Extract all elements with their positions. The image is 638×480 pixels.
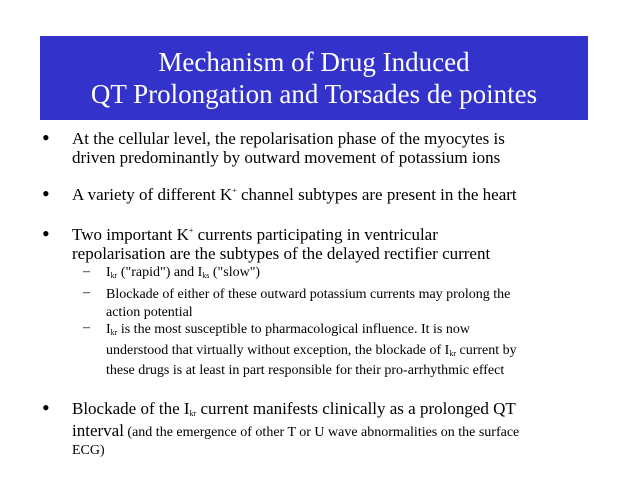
bullet-marker: •: [42, 395, 50, 420]
subbullet-1-text: $I_{kr}$ ("rapid") and $I_{ks}$ ("slow"): [106, 265, 261, 280]
bullet-marker: •: [42, 125, 50, 150]
bullet-4-line-3: ECG): [72, 443, 105, 458]
subbullet-3-line-2: understood that virtually without exception, the blockade of $I_{kr}$ current by: [106, 343, 517, 358]
bullet-marker: •: [42, 221, 50, 246]
bullet-1-line-2: driven predominantly by outward movement of potassium ions: [72, 148, 501, 167]
subbullet-3-line-3: these drugs is at least in part responsible for their pro-arrhythmic effect: [106, 363, 505, 378]
dash-marker: –: [83, 320, 90, 335]
bullet-1-line-1: At the cellular level, the repolarisation phase of the myocytes is: [72, 129, 505, 148]
subbullet-3-line-1: $I_{kr}$ is the most susceptible to pharmacological influence. It is now: [106, 322, 470, 337]
bullet-3-line-1: Two important K+ currents participating in ventricular: [72, 225, 438, 244]
title-banner: [40, 36, 588, 120]
bullet-4-line-1: Blockade of the $I_{kr}$ current manifests clinically as a prolonged QT: [72, 399, 516, 418]
title-line-1: Mechanism of Drug Induced: [158, 47, 470, 77]
bullet-4-line-2: interval (and the emergence of other T or U wave abnormalities on the surface: [72, 421, 520, 440]
bullet-marker: •: [42, 181, 50, 206]
dash-marker: –: [83, 285, 90, 300]
subbullet-2-line-1: Blockade of either of these outward potassium currents may prolong the: [106, 287, 511, 302]
dash-marker: –: [83, 264, 90, 279]
bullet-3-line-2: repolarisation are the subtypes of the delayed rectifier current: [72, 244, 491, 263]
bullet-2-text: A variety of different K+ channel subtypes are present in the heart: [72, 185, 517, 204]
subbullet-2-line-2: action potential: [106, 305, 193, 320]
title-line-2: QT Prolongation and Torsades de pointes: [90, 79, 538, 109]
